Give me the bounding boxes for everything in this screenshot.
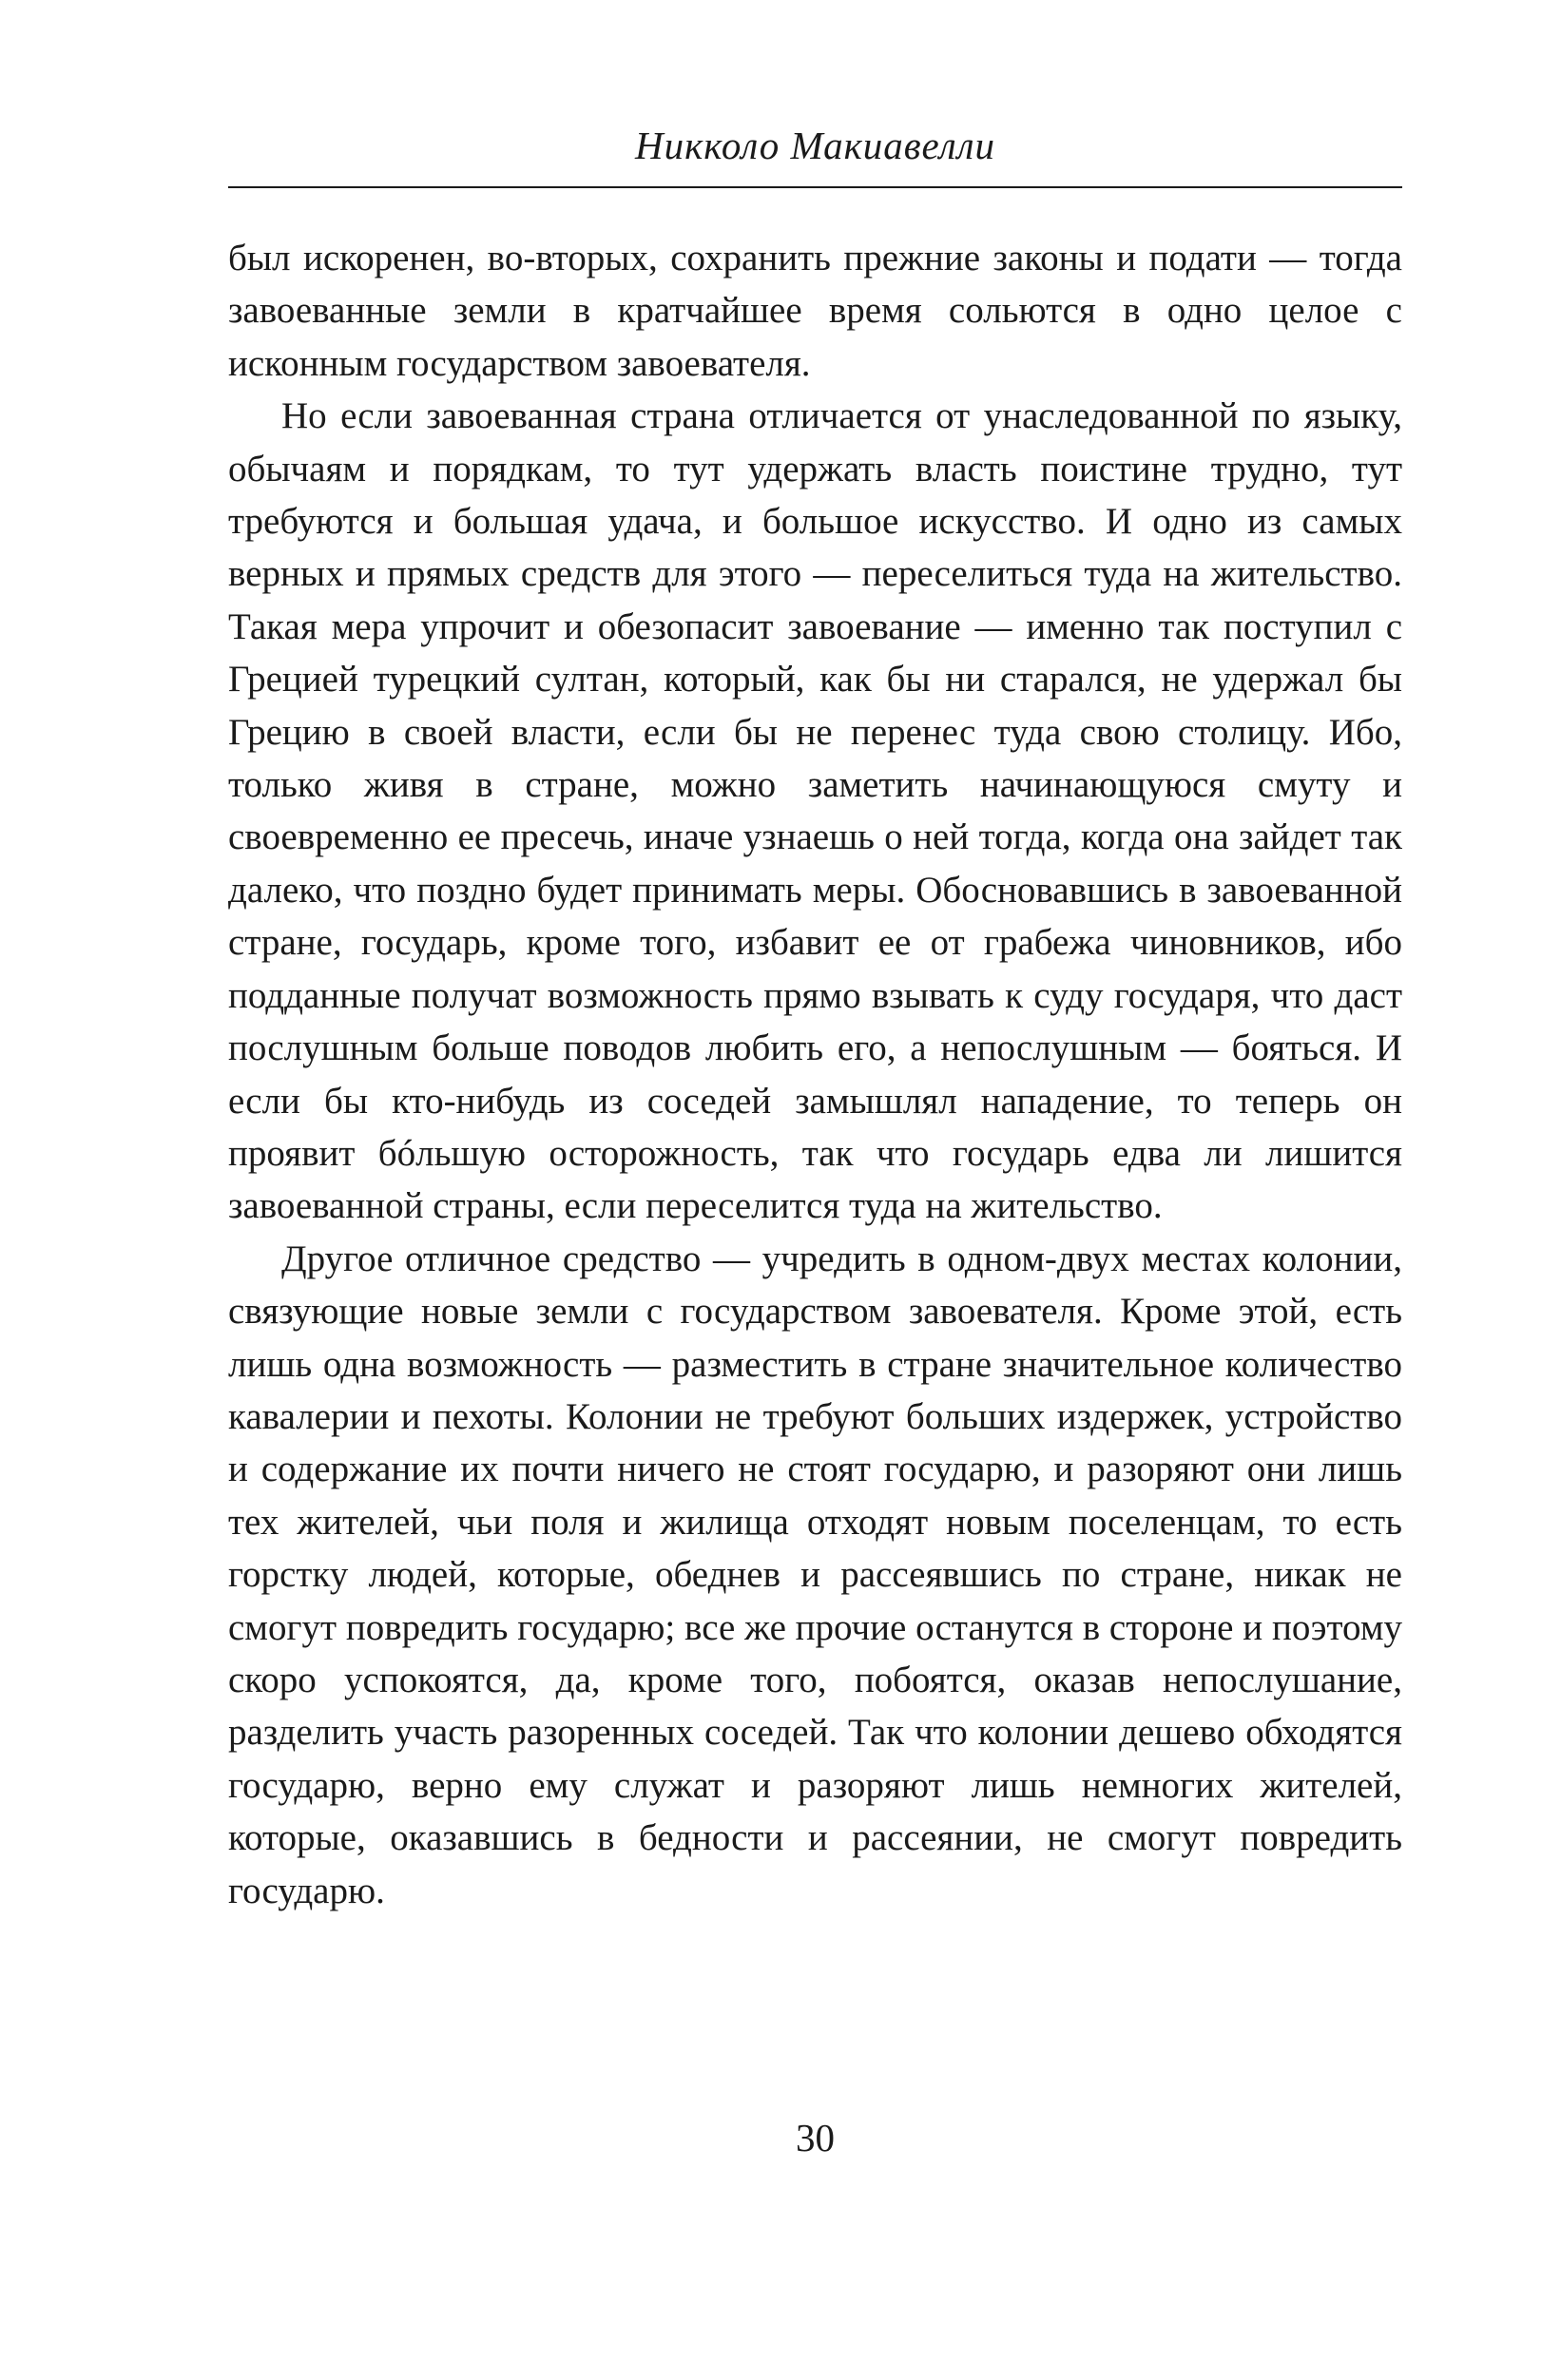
body-text [228,232,1402,1917]
header-rule [228,186,1402,188]
running-head-author: Никколо Макиавелли [635,124,995,167]
paragraph-colonies: Другое отличное средство — учредить в одном-двух местах колонии, связующие новые земли с государством завоевателя. Кроме этой, есть лишь одна возможность — разместить в стране значительное количество кавалерии и пехоты. Колонии не требуют больших издержек, устройство и содержание их почти ничего не стоят государю, и разоряют они лишь тех жителей, чьи поля и жилища отходят новым поселенцам, то есть горстку людей, которые, обеднев и рассеявшись по стране, никак не смогут повредить государю; все же прочие останутся в стороне и поэтому скоро успокоятся, да, кроме того, побоятся, оказав непослушание, разделить участь разоренных соседей. Так что колонии дешево обходятся государю, верно ему служат и разоряют лишь немногих жителей, которые, оказавшись в бедности и рассеянии, не смогут повредить государю. [228,1238,1402,1911]
paragraph-continued: был искоренен, во-вторых, сохранить прежние законы и подати — тогда завоеванные земли в кратчайшее время сольются в одно целое с исконным государством завоевателя. [228,238,1402,384]
page-number: 30 [796,2116,835,2159]
paragraph-resettle: Но если завоеванная страна отличается от унаследованной по языку, обычаям и порядкам, то тут удержать власть поистине трудно, тут требуются и большая удача, и большое искусство. И одно из самых верных и прямых средств для этого — переселиться туда на жительство. Такая мера упрочит и обезопасит завоевание — именно так поступил с Грецией турецкий султан, который, как бы ни старался, не удержал бы Грецию в своей власти, если бы не перенес туда свою столицу. Ибо, только живя в стране, можно заметить начинающуюся смуту и своевременно ее пресечь, иначе узнаешь о ней тогда, когда она зайдет так далеко, что поздно будет принимать меры. Обосновавшись в завоеванной стране, государь, кроме того, избавит ее от грабежа чиновников, ибо подданные получат возможность прямо взывать к суду государя, что даст послушным больше поводов любить его, а непослушным — бояться. И если бы кто-нибудь из соседей замышлял нападение, то теперь он проявит бóльшую осторожность, так что государь едва ли лишится завоеванной страны, если переселится туда на жительство. [228,395,1402,1227]
